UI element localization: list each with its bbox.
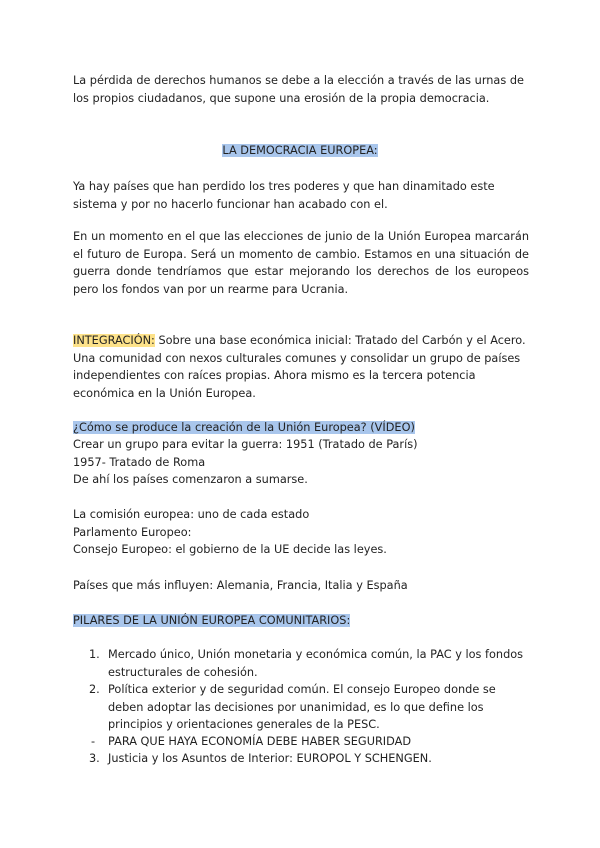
- list-item-text: Política exterior y de seguridad común. El consejo Europeo donde se deben adoptar las decisiones por unanimidad, es lo que define los principios y orientaciones generales de la PESC.: [108, 683, 496, 731]
- paragraph-paises-poderes: Ya hay países que han perdido los tres poderes y que han dinamitado este sistema y por no hacerlo funcionar han acabado con el.: [73, 180, 495, 211]
- heading-democracia-text: LA DEMOCRACIA EUROPEA:: [222, 144, 378, 157]
- line-paises-influyen: Países que más influyen: Alemania, Francia, Italia y España: [73, 579, 408, 592]
- heading-pilares: [73, 612, 350, 630]
- heading-democracia-europea: [0, 142, 600, 160]
- list-item-text: Justicia y los Asuntos de Interior: EUROPOL Y SCHENGEN.: [108, 752, 432, 765]
- paragraph-derechos: La pérdida de derechos humanos se debe a la elección a través de las urnas de los propios ciudadanos, que supone una erosión de la propia democracia.: [73, 74, 524, 105]
- integracion-text: Sobre una base económica inicial: Tratado del Carbón y el Acero.: [154, 334, 526, 347]
- heading-pilares-text: PILARES DE LA UNIÓN EUROPEA COMUNITARIOS:: [73, 614, 351, 627]
- list-item-text: Mercado único, Unión monetaria y económica común, la PAC y los fondos estructurales de cohesión.: [108, 648, 524, 679]
- list-item-text: PARA QUE HAYA ECONOMÍA DEBE HABER SEGURIDAD: [108, 735, 412, 748]
- paragraph-elecciones: En un momento en el que las elecciones de junio de la Unión Europea marcarán el futuro de Europa. Será un momento de cambio. Estamos en una situación de guerra donde tendríamos que estar mejorando los derechos de los europeos pero los fondos van por un rearme para Ucrania.: [73, 230, 529, 296]
- question-creacion-ue: [73, 419, 415, 437]
- list-marker: 1.: [89, 648, 100, 661]
- line-consejo: Consejo Europeo: el gobierno de la UE decide las leyes.: [73, 543, 387, 556]
- line-crear-grupo: Crear un grupo para evitar la guerra: 1951 (Tratado de París): [73, 438, 418, 451]
- list-marker: -: [91, 735, 96, 748]
- line-comenzaron: De ahí los países comenzaron a sumarse.: [73, 473, 308, 486]
- integracion-label: INTEGRACIÓN:: [73, 334, 155, 347]
- paragraph-integracion: [73, 332, 529, 402]
- list-marker: 2.: [89, 683, 100, 696]
- line-tratado-roma: 1957- Tratado de Roma: [73, 456, 206, 469]
- line-comision: La comisión europea: uno de cada estado: [73, 508, 310, 521]
- question-text: ¿Cómo se produce la creación de la Unión Europea? (VÍDEO): [73, 421, 415, 434]
- line-parlamento: Parlamento Europeo:: [73, 526, 192, 539]
- list-marker: 3.: [89, 752, 100, 765]
- integracion-continuation: Una comunidad con nexos culturales comunes y consolidar un grupo de países independientes con raíces propias. Ahora mismo es la tercera potencia económica en la Unión Europea.: [73, 351, 521, 400]
